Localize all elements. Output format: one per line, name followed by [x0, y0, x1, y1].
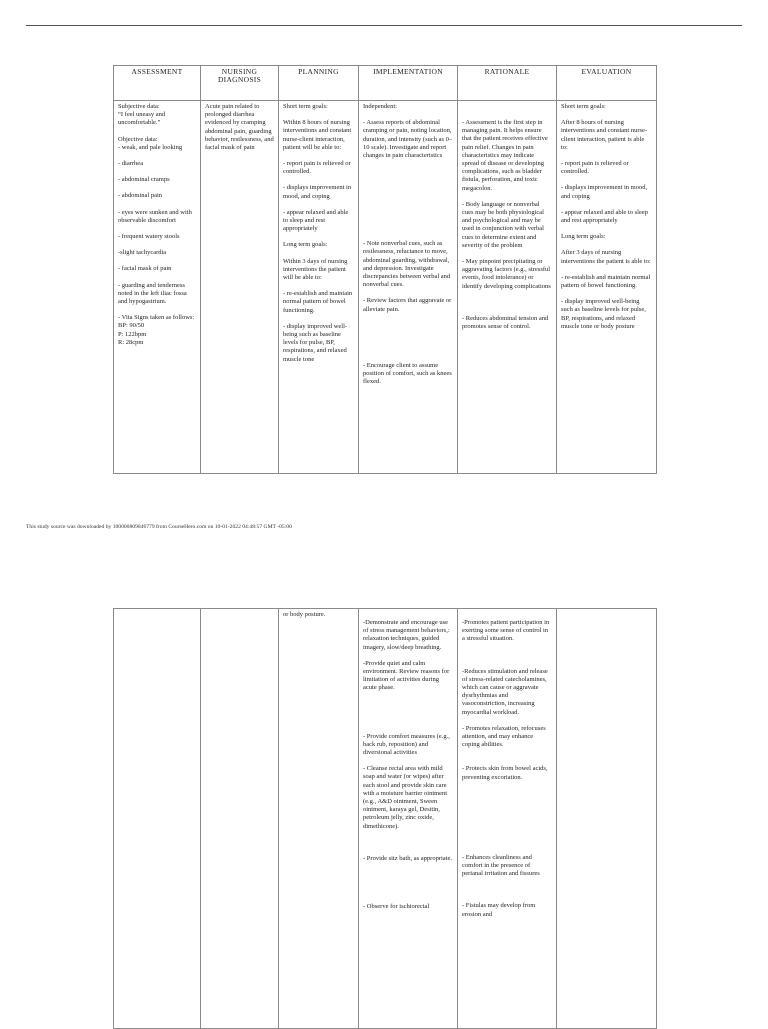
paragraph-gap: [363, 224, 453, 232]
paragraph-gap: [462, 644, 552, 652]
cell-text-line: - Protects skin from bowel acids, preventing excoriation.: [462, 765, 548, 781]
paragraph-gap: [283, 315, 354, 323]
cell-text-line: - guarding and tenderness noted in the left iliac fossa and hypogastrium.: [118, 281, 187, 306]
paragraph-gap: [118, 225, 196, 233]
header-rationale: RATIONALE: [458, 66, 557, 101]
cell-text-line: P: 122bpm: [118, 330, 147, 338]
download-footer-note: This study source was downloaded by 100000809846779 from CourseHero.com on 10-01-2022 04:48:57 GMT -05:00: [26, 524, 292, 530]
paragraph-gap: [462, 660, 552, 668]
header-nursing-diagnosis: NURSING DIAGNOSIS: [201, 66, 279, 101]
cell-text-line: Short term goals:: [561, 103, 606, 110]
cell-text-line: - displays improvement in mood, and coping: [561, 184, 648, 200]
evaluation-cell-cont: [557, 609, 657, 1029]
planning-cell-cont: [279, 609, 359, 1029]
cell-text-line: - abdominal pain: [118, 192, 163, 200]
cell-text-line: Long term goals:: [561, 233, 606, 241]
paragraph-gap: [363, 709, 453, 717]
cell-text-line: -Reduces stimulation and release of stress-related catecholamines, which can cause or aggravate dysrhythmias and vasoconstriction, increasing myocardial workload.: [462, 667, 548, 716]
paragraph-gap: [118, 274, 196, 282]
planning-cell: [279, 101, 359, 474]
paragraph-gap: [462, 299, 552, 307]
paragraph-gap: [363, 330, 453, 338]
paragraph-gap: [118, 257, 196, 265]
paragraph-gap: [363, 208, 453, 216]
paragraph-gap: [283, 176, 354, 184]
paragraph-gap: [118, 241, 196, 249]
page-top-rule: [26, 25, 742, 26]
paragraph-gap: [462, 846, 552, 854]
paragraph-gap: [118, 306, 196, 314]
diagnosis-cell-cont: [201, 609, 279, 1029]
cell-text-line: -Promotes patient participation in exerting some sense of control in a stressful situation.: [462, 619, 550, 643]
paragraph-gap: [363, 847, 453, 855]
paragraph-gap: [561, 225, 652, 233]
cell-text-line: - display improved well-being such as baseline levels for pulse, BP, respirations, and relaxed muscle tone: [283, 322, 348, 363]
paragraph-gap: [462, 652, 552, 660]
paragraph-gap: [363, 725, 453, 733]
implementation-cell-cont: [359, 609, 458, 1029]
cell-text-line: - Enhances cleanliness and comfort in the presence of perianal irritation and fissures: [462, 853, 540, 878]
cell-text-line: - Reduces abdominal tension and promotes sense of control.: [462, 314, 549, 331]
paragraph-gap: [363, 717, 453, 725]
cell-text-line: - re-establish and maintain normal pattern of bowel functioning.: [561, 273, 651, 290]
paragraph-gap: [363, 611, 453, 619]
header-evaluation: EVALUATION: [557, 66, 657, 101]
paragraph-gap: [462, 838, 552, 846]
rationale-cell-cont: [458, 609, 557, 1029]
paragraph-gap: [561, 176, 652, 184]
paragraph-gap: [462, 782, 552, 790]
paragraph-gap: [363, 192, 453, 200]
cell-text-line: - Observe for ischiorectal: [363, 903, 430, 911]
cell-text-line: Objective data:: [118, 135, 158, 143]
cell-text-line: - diarrhea: [118, 160, 144, 168]
cell-text-line: -slight tachycardia: [118, 249, 167, 257]
cell-text-line: - frequent watery stools: [118, 233, 180, 241]
paragraph-gap: [283, 233, 354, 241]
paragraph-gap: [363, 289, 453, 297]
cell-text-line: - eyes were sunken and with observable discomfort: [118, 208, 192, 224]
cell-text-line: After 3 days of nursing interventions the patient is able to:: [561, 249, 651, 265]
cell-text-line: - abdominal cramps: [118, 176, 170, 184]
paragraph-gap: [462, 611, 552, 619]
paragraph-gap: [283, 152, 354, 160]
cell-text-line: - Encourage client to assume position of comfort, such as knees flexed.: [363, 361, 452, 386]
cell-text-line: - Cleanse rectal area with mild soap and water (or wipes) after each stool and provide skin care with a moisture barrier ointment (e.g., A&D ointment, Sween ointment, karaya gel, Desitin, petroleum jelly, zinc oxide, dimethicone).: [363, 765, 448, 830]
cell-text-line: - appear relaxed and able to sleep and rest appropriately: [561, 208, 648, 225]
cell-text-line: - Provide comfort measures (e.g., back rub, reposition) and diversional activities: [363, 732, 450, 757]
cell-text-line: - report pain is relieved or controlled.: [283, 160, 351, 176]
paragraph-gap: [462, 814, 552, 822]
paragraph-gap: [118, 152, 196, 160]
cell-text-line: Within 3 days of nursing interventions the patient will be able to:: [283, 257, 348, 282]
paragraph-gap: [363, 232, 453, 240]
paragraph-gap: [363, 879, 453, 887]
paragraph-gap: [363, 887, 453, 895]
paragraph-gap: [462, 790, 552, 798]
paragraph-gap: [561, 290, 652, 298]
paragraph-gap: [363, 200, 453, 208]
paragraph-gap: [363, 871, 453, 879]
header-assessment: ASSESSMENT: [114, 66, 201, 101]
paragraph-gap: [363, 216, 453, 224]
paragraph-gap: [462, 822, 552, 830]
cell-text-line: After 8 hours of nursing interventions and constant nurse-client interaction, patient is able to:: [561, 119, 648, 151]
cell-text-line: - Promotes relaxation, refocuses attention, and may enhance coping abilities.: [462, 724, 546, 749]
paragraph-gap: [363, 111, 453, 119]
paragraph-gap: [363, 831, 453, 839]
cell-text-line: - display improved well-being such as baseline levels for pulse, BP, respirations, and relaxed muscle tone or body posture: [561, 298, 646, 330]
cell-text-line: - Assess reports of abdominal cramping or pain, noting location, duration, and intensity (such as 0–10 scale). Investigate and report changes in pain characteristics: [363, 119, 453, 160]
cell-text-line: - displays improvement in mood, and coping: [283, 184, 352, 200]
paragraph-gap: [462, 111, 552, 119]
paragraph-gap: [118, 184, 196, 192]
cell-text-line: or body posture.: [283, 611, 326, 618]
cell-text-line: - May pinpoint precipitating or aggravating factors (e.g., stressful events, food intolerance) or identify developing complications: [462, 258, 551, 290]
paragraph-gap: [462, 250, 552, 258]
paragraph-gap: [462, 798, 552, 806]
paragraph-gap: [363, 160, 453, 168]
paragraph-gap: [363, 338, 453, 346]
body-row: [114, 101, 657, 474]
paragraph-gap: [462, 886, 552, 894]
implementation-cell: [359, 101, 458, 474]
paragraph-gap: [363, 863, 453, 871]
paragraph-gap: [363, 693, 453, 701]
paragraph-gap: [561, 111, 652, 119]
cell-text-line: - Review factors that aggravate or alleviate pain.: [363, 297, 452, 313]
cell-text-line: R: 28cpm: [118, 338, 144, 346]
cell-text-line: - Body language or nonverbal cues may be both physiological and psychological and may be used in conjunction with verbal cues to determine extent and severity of the problem: [462, 200, 544, 249]
paragraph-gap: [561, 201, 652, 209]
cell-text-line: BP: 90/50: [118, 322, 145, 330]
paragraph-gap: [283, 201, 354, 209]
cell-text-line: - appear relaxed and able to sleep and rest appropriately: [283, 208, 349, 233]
header-row: [114, 66, 657, 101]
paragraph-gap: [363, 314, 453, 322]
paragraph-gap: [118, 128, 196, 136]
paragraph-gap: [462, 894, 552, 902]
assessment-cell: [114, 101, 201, 474]
cell-text-line: - Assessment is the first step in managing pain. It helps ensure that the patient receives effective pain relief. Changes in pain characteristics may indicate spread of disease or developing complications, such as bladder fistula, perforation, and toxic megacolon.: [462, 119, 548, 192]
paragraph-gap: [363, 839, 453, 847]
paragraph-gap: [363, 757, 453, 765]
cell-text-line: - facial mask of pain: [118, 265, 172, 273]
continuation-row: [114, 609, 657, 1029]
rationale-cell: [458, 101, 557, 474]
paragraph-gap: [462, 878, 552, 886]
paragraph-gap: [363, 895, 453, 903]
header-planning: PLANNING: [279, 66, 359, 101]
cell-text-line: - report pain is relieved or controlled.: [561, 160, 629, 176]
cell-text-line: Short term goals:: [283, 103, 328, 110]
cell-text-line: - Fistulas may develop from erosion and: [462, 902, 536, 918]
paragraph-gap: [363, 168, 453, 176]
paragraph-gap: [462, 830, 552, 838]
assessment-cell-cont: [114, 609, 201, 1029]
paragraph-gap: [561, 241, 652, 249]
paragraph-gap: [462, 806, 552, 814]
diagnosis-cell: [201, 101, 279, 474]
nursing-care-plan-table: [113, 65, 657, 474]
nursing-care-plan-continuation-table: [113, 608, 657, 1029]
paragraph-gap: [283, 250, 354, 258]
paragraph-gap: [118, 201, 196, 209]
cell-text-line: Long term goals:: [283, 241, 328, 249]
cell-text-line: - Provide sitz bath, as appropriate.: [363, 854, 452, 862]
cell-text-line: Subjective data:: [118, 103, 160, 110]
paragraph-gap: [462, 749, 552, 757]
cell-text-line: Independent:: [363, 103, 397, 110]
cell-text-line: Within 8 hours of nursing interventions and constant nurse-client interaction, patient will be able to:: [283, 119, 352, 151]
paragraph-gap: [283, 282, 354, 290]
paragraph-gap: [561, 266, 652, 274]
paragraph-gap: [363, 701, 453, 709]
paragraph-gap: [462, 717, 552, 725]
paragraph-gap: [363, 322, 453, 330]
paragraph-gap: [283, 111, 354, 119]
cell-text-line: - Vita Signs taken as follows:: [118, 314, 195, 322]
paragraph-gap: [363, 652, 453, 660]
paragraph-gap: [363, 176, 453, 184]
paragraph-gap: [363, 354, 453, 362]
paragraph-gap: [561, 152, 652, 160]
cell-text-line: - Note nonverbal cues, such as restlessness, reluctance to move, abdominal guarding, withdrawal, and depression. Investigate discrepancies between verbal and nonverbal cues.: [363, 240, 451, 289]
cell-text-line: “I feel uneasy and uncomfortable.”: [118, 111, 166, 127]
paragraph-gap: [363, 346, 453, 354]
paragraph-gap: [462, 103, 552, 111]
paragraph-gap: [363, 184, 453, 192]
cell-text-line: - re-establish and maintain normal pattern of bowel functioning.: [283, 290, 353, 314]
paragraph-gap: [118, 168, 196, 176]
evaluation-cell: [557, 101, 657, 474]
paragraph-gap: [462, 291, 552, 299]
cell-text-line: -Provide quiet and calm environment. Review reasons for limitation of activities during acute phase.: [363, 659, 450, 692]
cell-text-line: Acute pain related to prolonged diarrhea evidenced by cramping abdominal pain, guarding behavior, restlessness, and facial mask of pain: [205, 103, 274, 152]
paragraph-gap: [462, 307, 552, 315]
cell-text-line: -Demonstrate and encourage use of stress management behaviors,: relaxation techniques, guided imagery, slow/deep breathing.: [363, 619, 450, 651]
paragraph-gap: [462, 757, 552, 765]
cell-text-line: - weak, and pale looking: [118, 143, 183, 151]
paragraph-gap: [462, 193, 552, 201]
header-implementation: IMPLEMENTATION: [359, 66, 458, 101]
